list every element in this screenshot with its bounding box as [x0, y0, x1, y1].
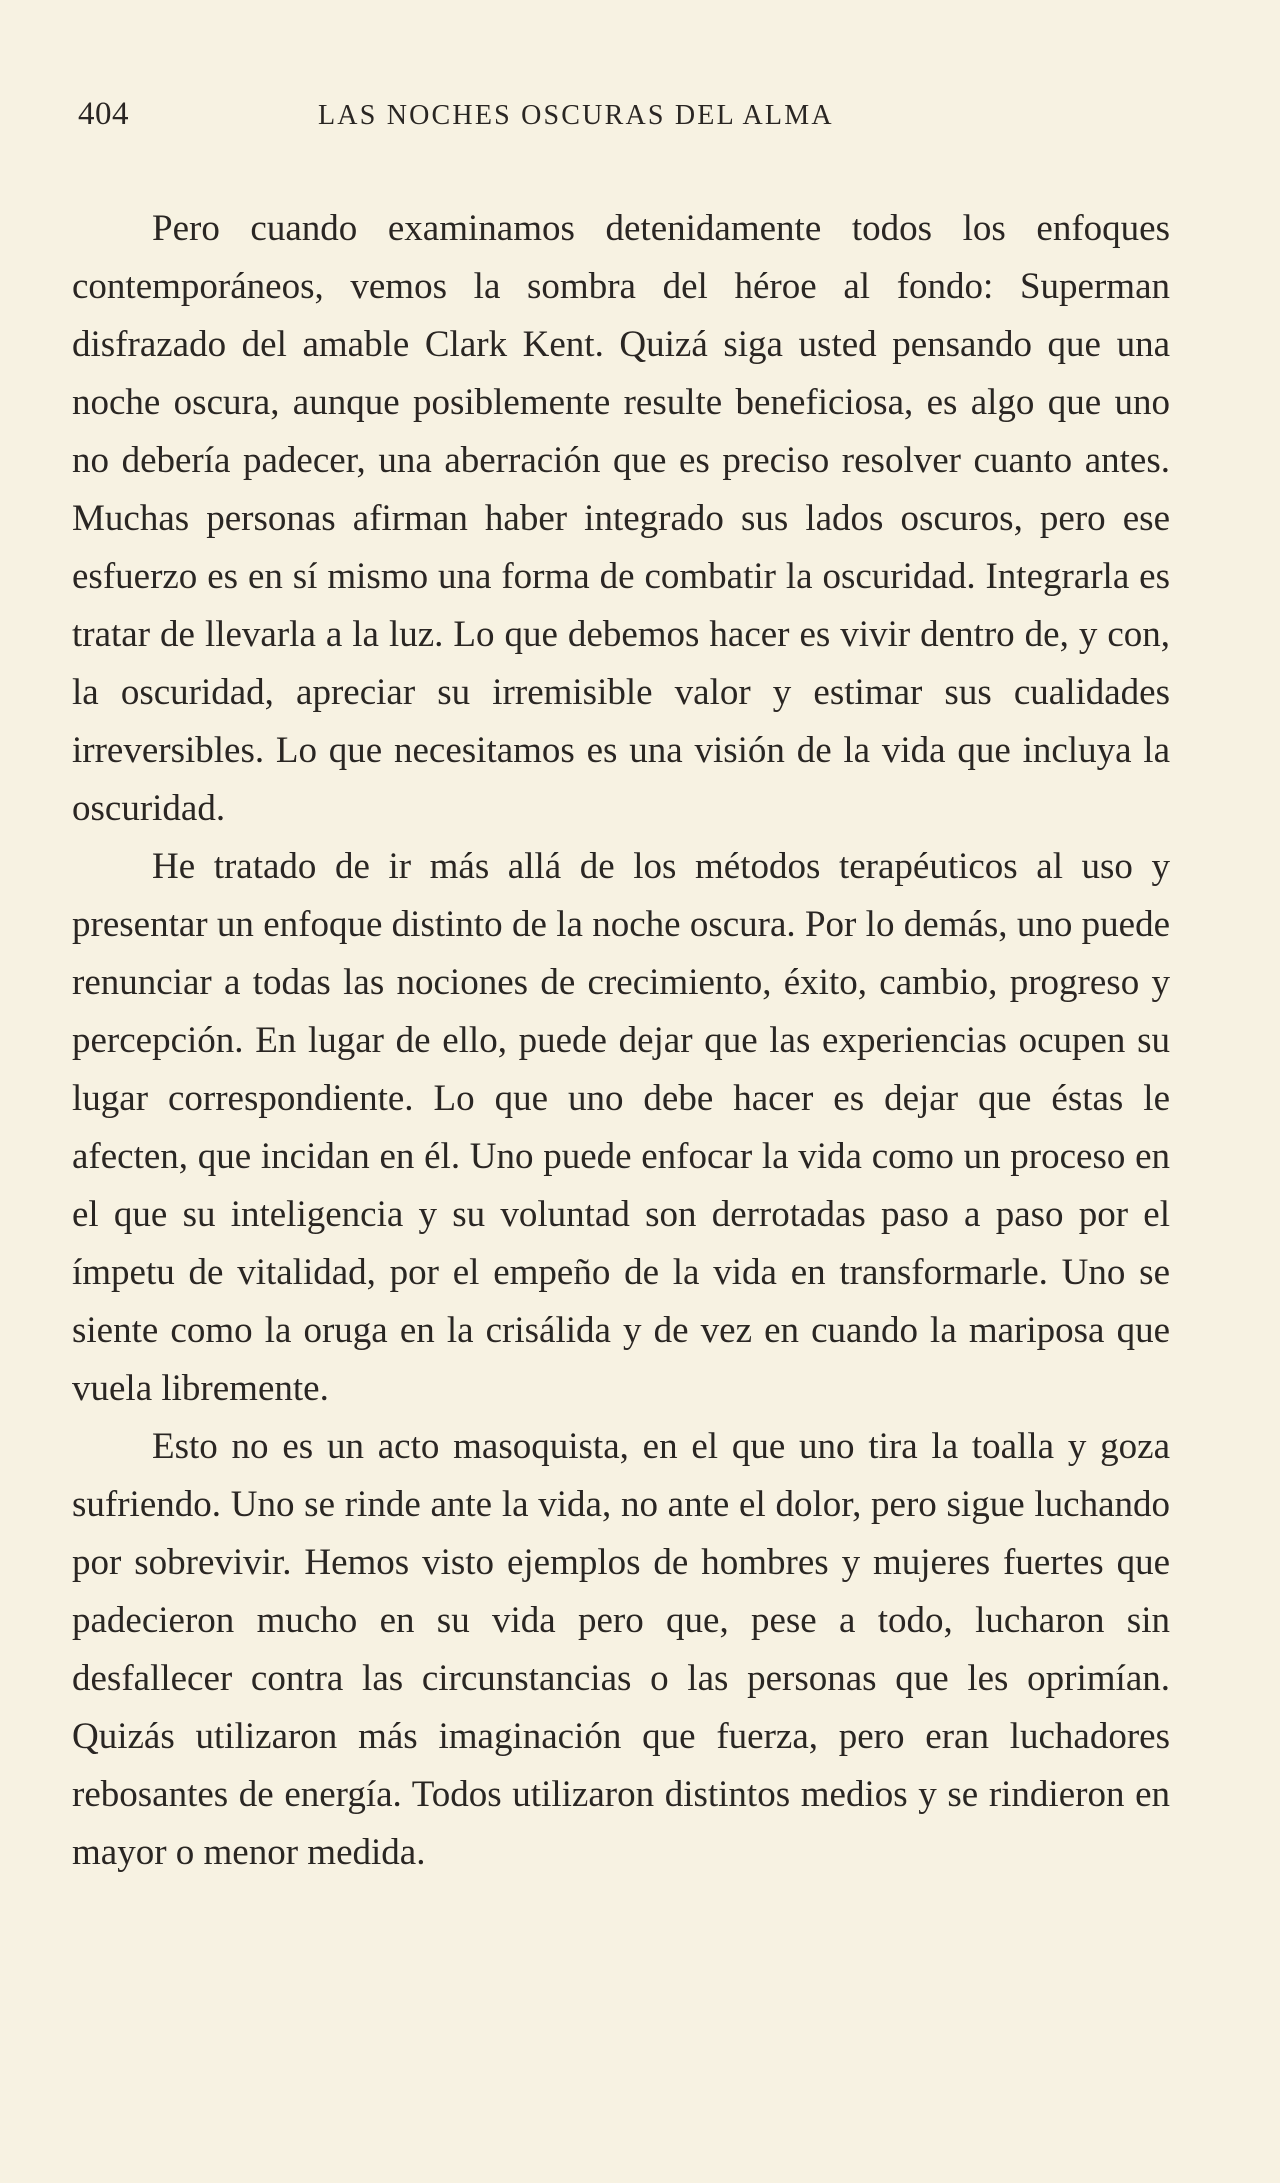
paragraph-3: Esto no es un acto masoquista, en el que uno tira la toalla y goza sufriendo. Uno se rinde ante la vida, no ante el dolor, pero sigue luchando por sobrevivir. Hemos visto ejemplos de hombres y mujeres fuertes que padecieron mucho en su vida pero que, pese a todo, lucharon sin desfallecer contra las circunstancias o las personas que les oprimían. Quizás utilizaron más imaginación que fuerza, pero eran luchadores rebosantes de energía. Todos utilizaron distintos medios y se rindieron en mayor o menor medida. — [72, 1426, 1170, 1873]
page-header — [78, 96, 1218, 140]
running-title: LAS NOCHES OSCURAS DEL ALMA — [318, 100, 834, 131]
page-number: 404 — [78, 96, 129, 132]
paragraph-2: He tratado de ir más allá de los métodos terapéuticos al uso y presentar un enfoque distinto de la noche oscura. Por lo demás, uno puede renunciar a todas las nociones de crecimiento, éxito, cambio, progreso y percepción. En lugar de ello, puede dejar que las experiencias ocupen su lugar correspondiente. Lo que uno debe hacer es dejar que éstas le afecten, que incidan en él. Uno puede enfocar la vida como un proceso en el que su inteligencia y su voluntad son derrotadas paso a paso por el ímpetu de vitalidad, por el empeño de la vida en transformarle. Uno se siente como la oruga en la crisálida y de vez en cuando la mariposa que vuela libremente. — [72, 846, 1170, 1409]
paragraph-1: Pero cuando examinamos detenidamente todos los enfoques contemporáneos, vemos la sombra del héroe al fondo: Superman disfrazado del amable Clark Kent. Quizá siga usted pensando que una noche oscura, aunque posiblemente resulte beneficiosa, es algo que uno no debería padecer, una aberración que es preciso resolver cuanto antes. Muchas personas afirman haber integrado sus lados oscuros, pero ese esfuerzo es en sí mismo una forma de combatir la oscuridad. Integrarla es tratar de llevarla a la luz. Lo que debemos hacer es vivir dentro de, y con, la oscuridad, apreciar su irremisible valor y estimar sus cualidades irreversibles. Lo que necesitamos es una visión de la vida que incluya la oscuridad. — [72, 208, 1170, 829]
body-text — [72, 200, 1170, 1882]
